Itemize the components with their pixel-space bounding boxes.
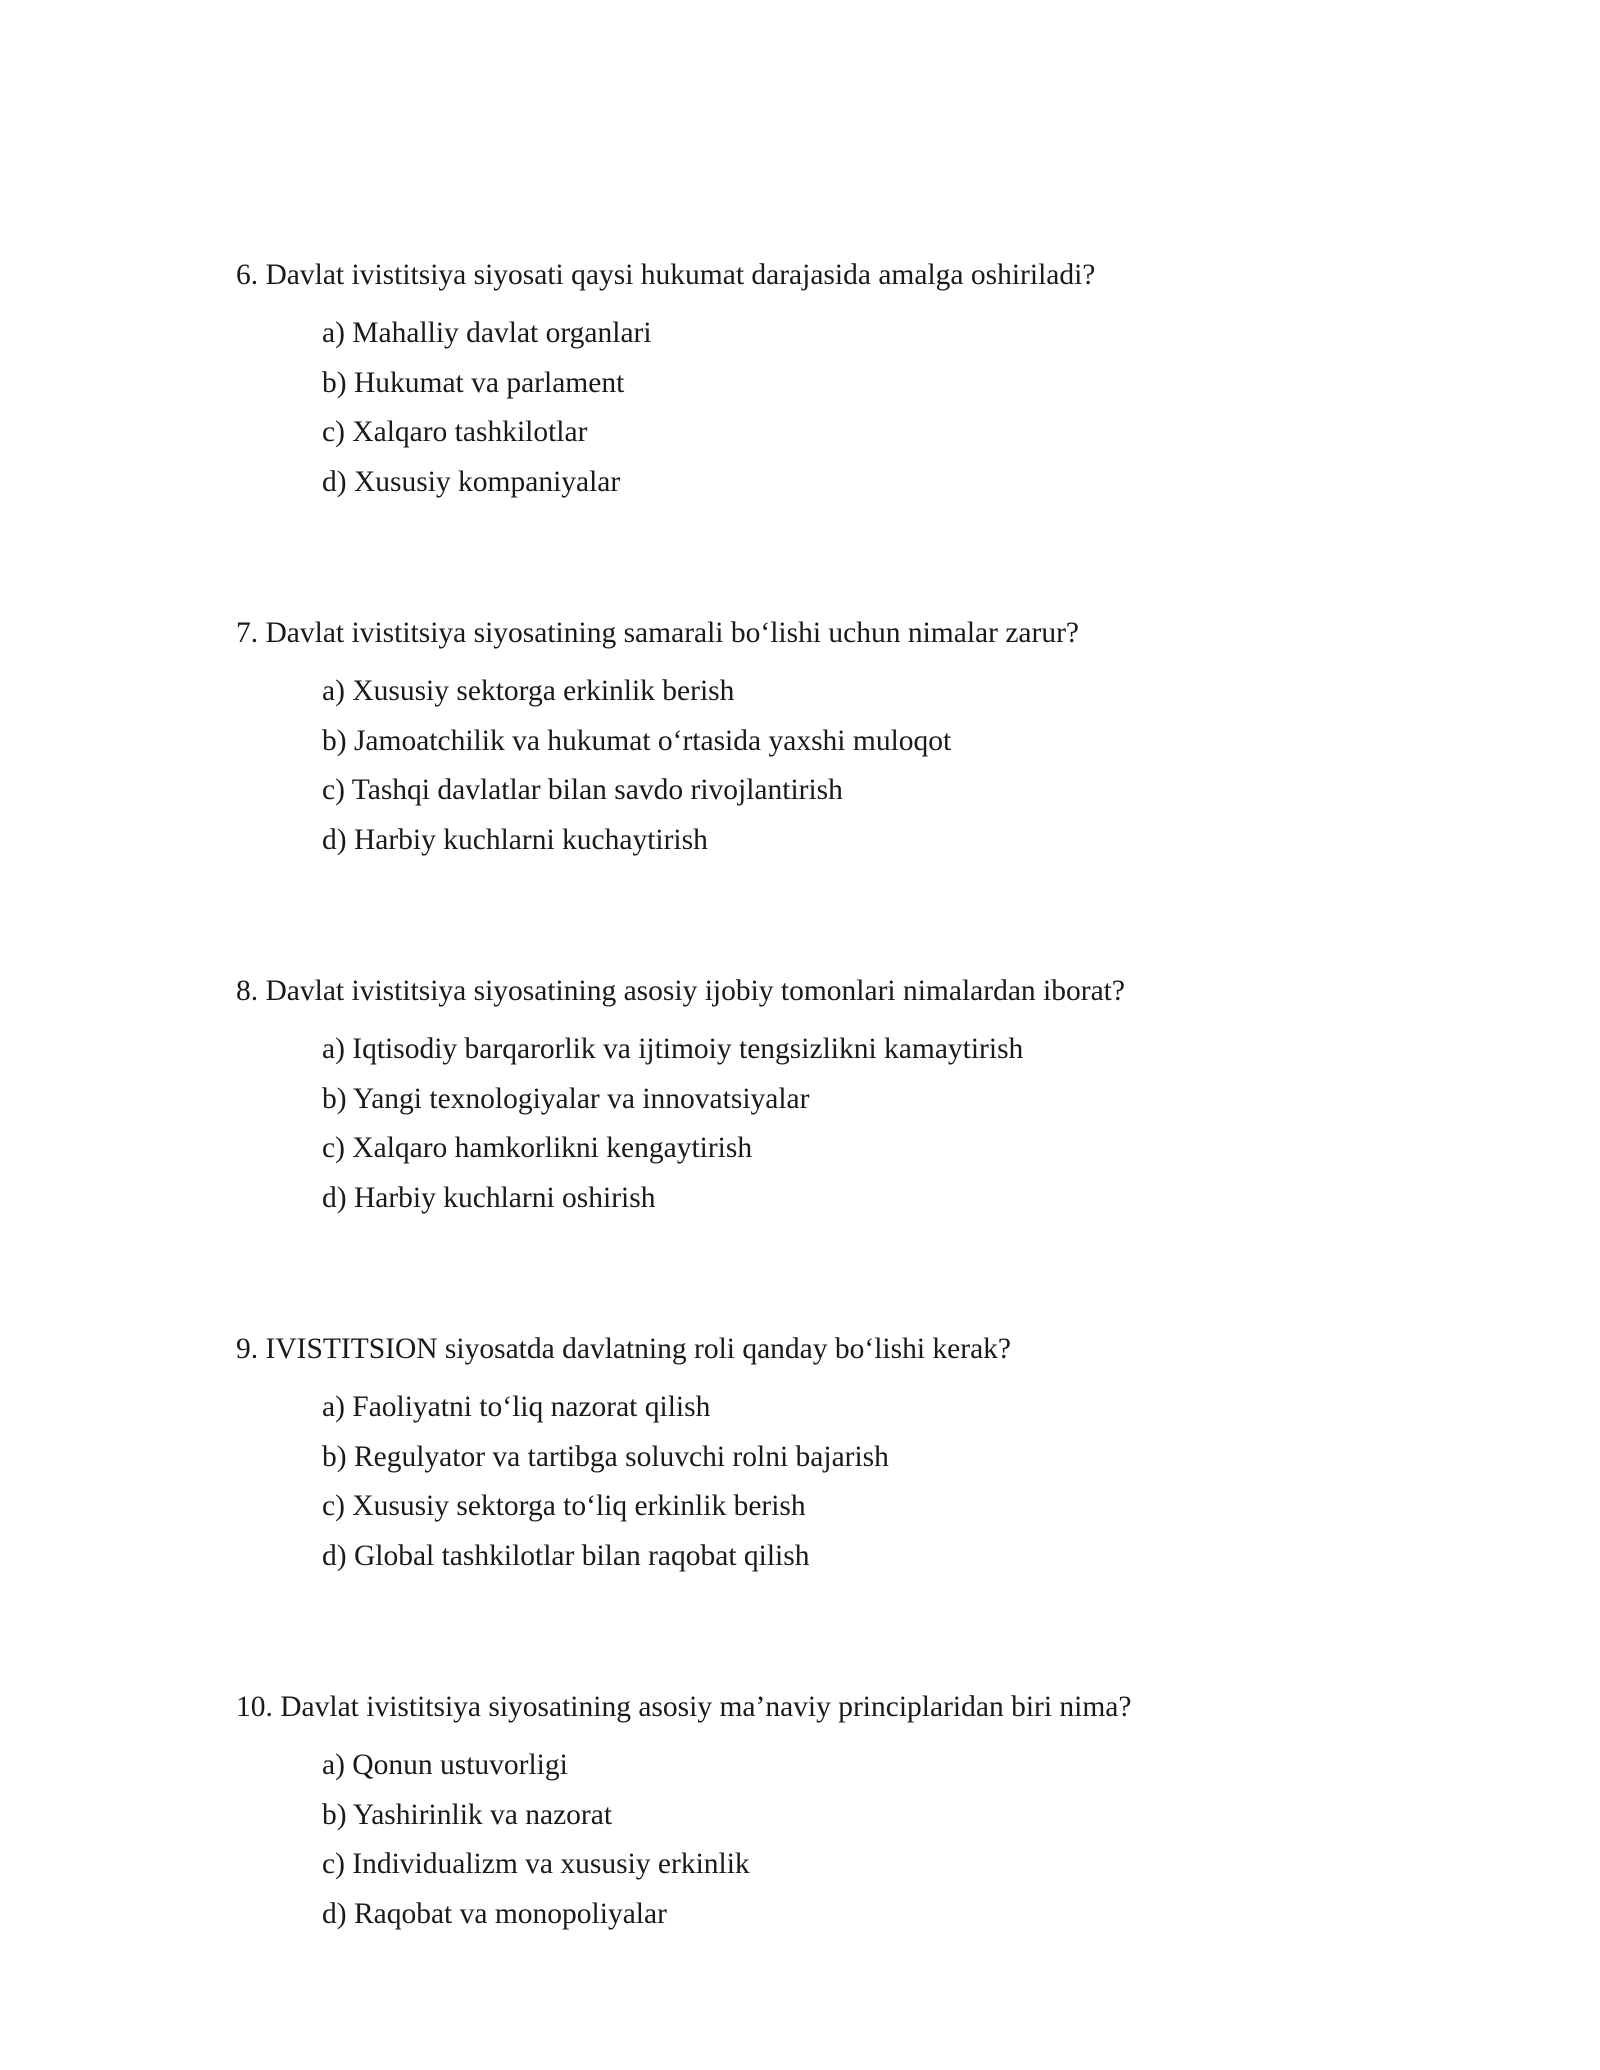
- option-c: c) Xususiy sektorga to‘liq erkinlik berish: [322, 1490, 806, 1522]
- option-b: b) Jamoatchilik va hukumat o‘rtasida yaxshi muloqot: [322, 724, 952, 757]
- option-c: c) Xalqaro tashkilotlar: [322, 416, 588, 448]
- question-6: [236, 252, 1496, 507]
- question-10: [236, 1684, 1496, 1939]
- answer-options: [236, 667, 1496, 865]
- question-text: 10. Davlat ivistitsiya siyosatining asosiy ma’naviy principlaridan biri nima?: [236, 1691, 1132, 1723]
- option-c: c) Xalqaro hamkorlikni kengaytirish: [322, 1132, 753, 1164]
- option-a: a) Faoliyatni to‘liq nazorat qilish: [322, 1391, 711, 1423]
- option-b: b) Yashirinlik va nazorat: [322, 1798, 613, 1831]
- option-d: d) Harbiy kuchlarni kuchaytirish: [322, 823, 708, 856]
- question-text: 6. Davlat ivistitsiya siyosati qaysi hukumat darajasida amalga oshiriladi?: [236, 259, 1096, 291]
- question-text: 9. IVISTITSION siyosatda davlatning roli qanday bo‘lishi kerak?: [236, 1333, 1012, 1365]
- question-7: [236, 610, 1496, 865]
- answer-options: [236, 1025, 1496, 1223]
- question-8: [236, 968, 1496, 1223]
- option-b: b) Hukumat va parlament: [322, 366, 625, 399]
- option-a: a) Iqtisodiy barqarorlik va ijtimoiy tengsizlikni kamaytirish: [322, 1033, 1024, 1065]
- quiz-questions: [236, 252, 1496, 2042]
- option-d: d) Harbiy kuchlarni oshirish: [322, 1181, 656, 1214]
- option-d: d) Raqobat va monopoliyalar: [322, 1897, 667, 1930]
- option-a: a) Qonun ustuvorligi: [322, 1749, 568, 1781]
- answer-options: [236, 1383, 1496, 1581]
- answer-options: [236, 309, 1496, 507]
- option-c: c) Individualizm va xususiy erkinlik: [322, 1848, 750, 1880]
- question-9: [236, 1326, 1496, 1581]
- option-d: d) Xususiy kompaniyalar: [322, 465, 621, 498]
- answer-options: [236, 1741, 1496, 1939]
- option-d: d) Global tashkilotlar bilan raqobat qilish: [322, 1539, 810, 1572]
- option-a: a) Mahalliy davlat organlari: [322, 317, 652, 349]
- question-text: 8. Davlat ivistitsiya siyosatining asosiy ijobiy tomonlari nimalardan iborat?: [236, 975, 1125, 1007]
- option-b: b) Regulyator va tartibga soluvchi rolni bajarish: [322, 1440, 889, 1473]
- question-text: 7. Davlat ivistitsiya siyosatining samarali bo‘lishi uchun nimalar zarur?: [236, 617, 1080, 649]
- option-a: a) Xususiy sektorga erkinlik berish: [322, 675, 735, 707]
- option-c: c) Tashqi davlatlar bilan savdo rivojlantirish: [322, 774, 843, 806]
- option-b: b) Yangi texnologiyalar va innovatsiyalar: [322, 1082, 810, 1115]
